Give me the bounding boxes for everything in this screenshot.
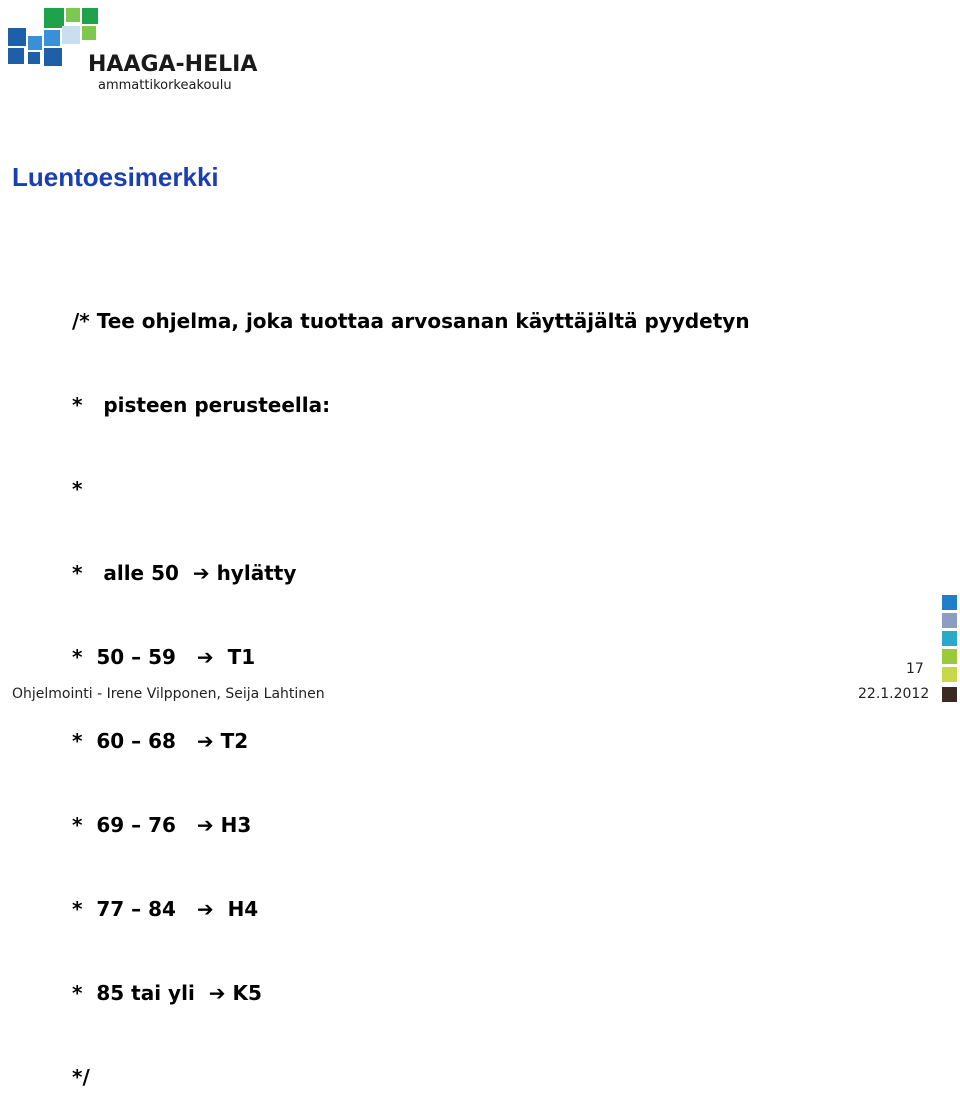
arrow-right-icon: ➔ [196, 813, 214, 837]
code-line [72, 895, 750, 923]
logo-name: HAAGA-HELIA [88, 52, 258, 77]
logo-square [82, 26, 96, 40]
code-line [72, 307, 750, 335]
code-text: * 69 – 76 [72, 813, 197, 837]
code-text: * 50 – 59 [72, 645, 197, 669]
arrow-right-icon: ➔ [208, 981, 226, 1005]
logo-square [66, 8, 80, 22]
footer-date: 22.1.2012 [858, 686, 930, 702]
logo-square [44, 30, 60, 46]
code-line [72, 979, 750, 1007]
grade-text: K5 [225, 981, 262, 1005]
code-line [72, 391, 750, 419]
logo-square [44, 48, 62, 66]
logo-square [28, 52, 40, 64]
code-line [72, 811, 750, 839]
code-text: * pisteen perusteella: [72, 393, 331, 417]
code-line [72, 1063, 750, 1091]
decor-square [942, 667, 957, 682]
grade-text: T2 [213, 729, 249, 753]
code-text: * [72, 477, 83, 501]
decorative-squares [942, 595, 960, 705]
slide-title: Luentoesimerkki [12, 162, 219, 192]
grade-text: T1 [213, 645, 256, 669]
code-line [72, 643, 750, 671]
grade-text: H4 [213, 897, 259, 921]
code-text: /* Tee ohjelma, joka tuottaa arvosanan käyttäjältä pyydetyn [72, 309, 750, 333]
footer-authors: Ohjelmointi - Irene Vilpponen, Seija Lahtinen [12, 686, 325, 702]
code-line [72, 475, 750, 503]
code-line [72, 559, 750, 587]
arrow-right-icon: ➔ [192, 561, 210, 585]
page-number: 17 [906, 661, 924, 677]
code-line [72, 727, 750, 755]
arrow-right-icon: ➔ [196, 897, 214, 921]
decor-square [942, 649, 957, 664]
logo-square [44, 8, 64, 28]
decor-square [942, 631, 957, 646]
decor-square [942, 613, 957, 628]
haaga-helia-logo [8, 6, 258, 96]
arrow-right-icon: ➔ [196, 729, 214, 753]
arrow-right-icon: ➔ [196, 645, 214, 669]
grade-text: H3 [213, 813, 252, 837]
code-text: * 60 – 68 [72, 729, 197, 753]
code-text: */ [72, 1065, 90, 1089]
code-comment-block [72, 251, 750, 1119]
logo-square [28, 36, 42, 50]
code-text: * alle 50 [72, 561, 193, 585]
code-text: * 85 tai yli [72, 981, 209, 1005]
logo-square [62, 26, 80, 44]
logo-square [8, 48, 24, 64]
decor-square [942, 595, 957, 610]
logo-square [82, 8, 98, 24]
code-text: * 77 – 84 [72, 897, 197, 921]
logo-subtitle: ammattikorkeakoulu [98, 78, 232, 93]
grade-text: hylätty [209, 561, 297, 585]
decor-square [942, 687, 957, 702]
logo-square [8, 28, 26, 46]
